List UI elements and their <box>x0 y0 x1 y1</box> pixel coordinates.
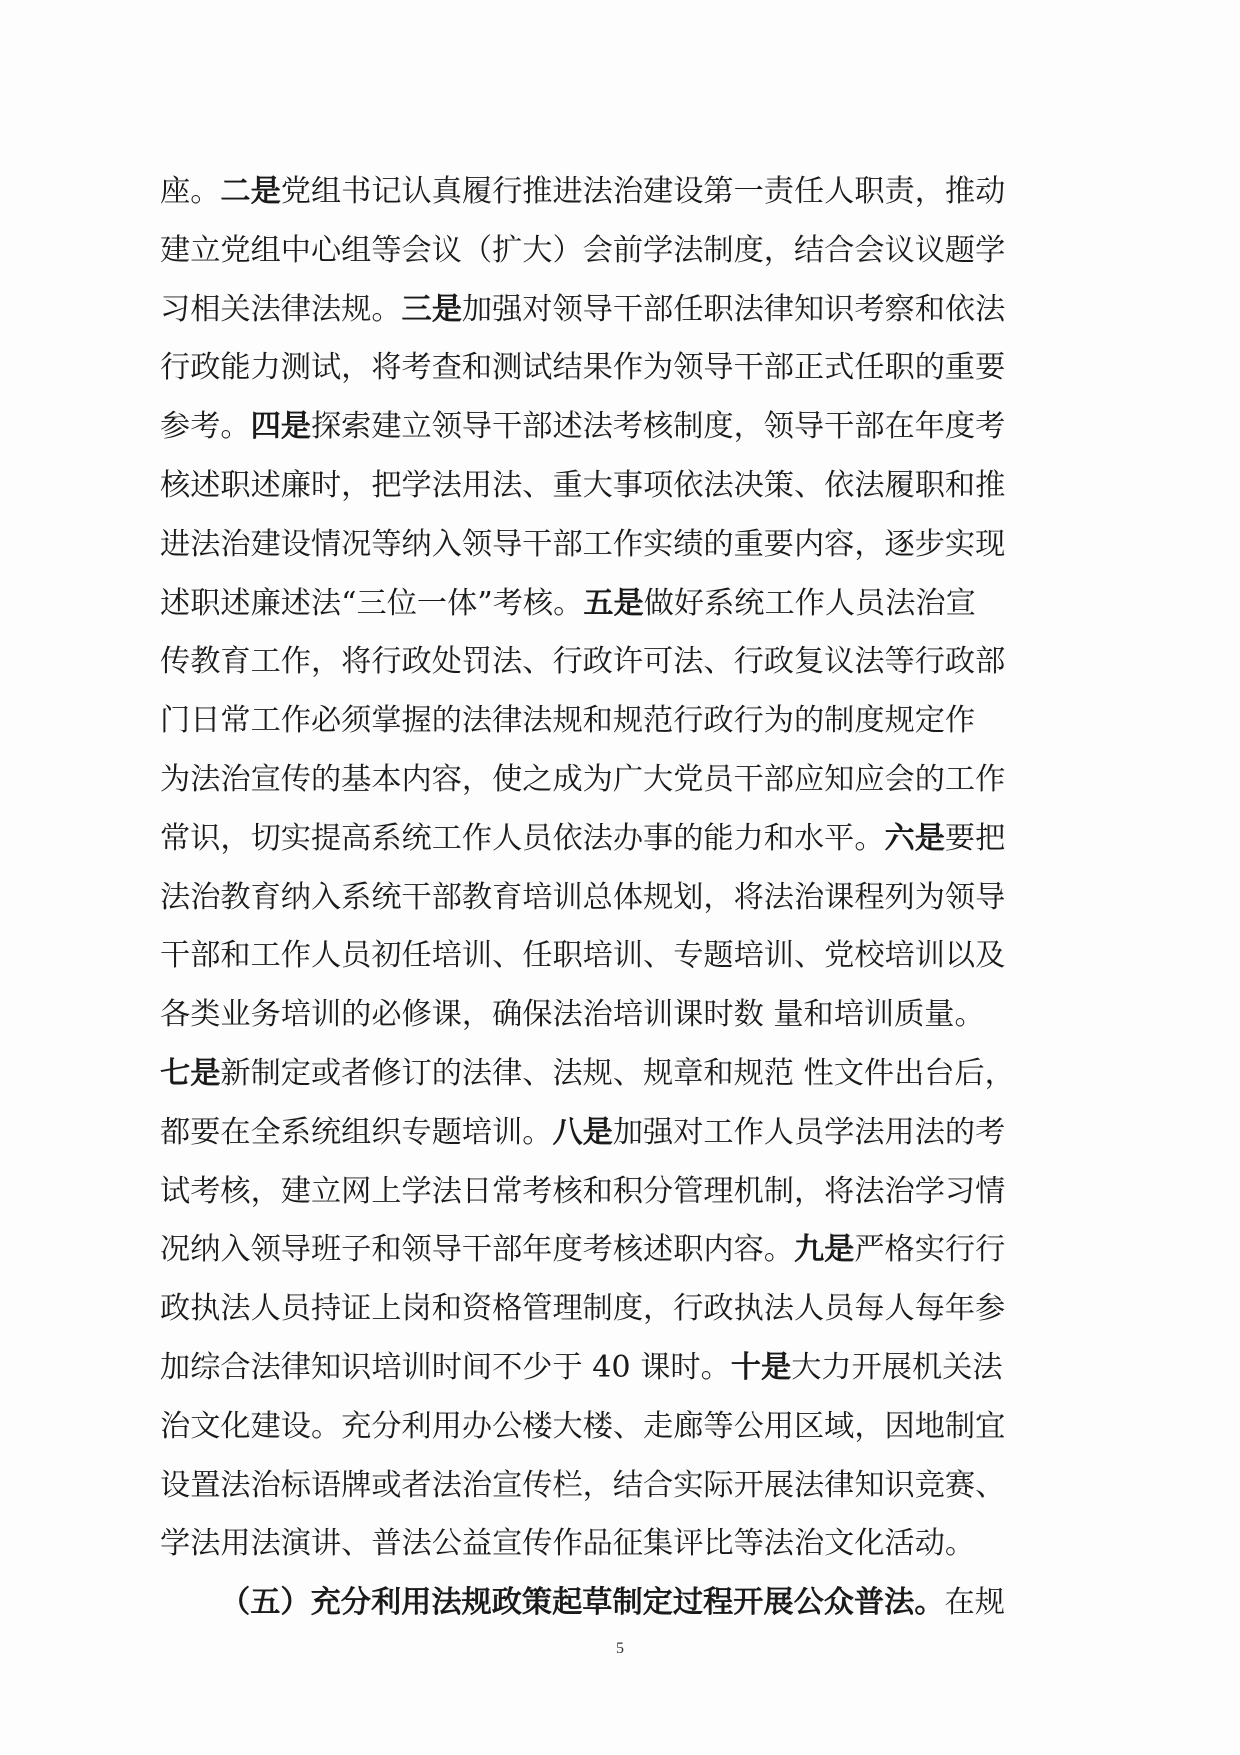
text-segment: 党组书记认真履行推进法治建设第一责任人职责，推动 <box>280 174 1006 209</box>
text-segment: 为法治宣传的基本内容，使之成为广大党员干部应知应会的工作 <box>160 761 1006 797</box>
text-segment: 建立党组中心组等会议（扩大）会前学法制度，结合会议议题学 <box>160 232 1006 268</box>
text-segment: 都要在全系统组织专题培训。 <box>160 1114 553 1150</box>
text-segment: 学法用法演讲、普法公益宣传作品征集评比等法治文化活动。 <box>160 1526 976 1562</box>
text-line <box>160 1457 1080 1516</box>
text-segment: 常识，切实提高系统工作人员依法办事的能力和水平。 <box>160 820 885 856</box>
text-line <box>160 516 1080 575</box>
text-segment: 严格实行行 <box>854 1232 1006 1268</box>
text-segment: 设置法治标语牌或者法治宣传栏，结合实际开展法律知识竞赛、 <box>160 1467 1006 1503</box>
text-segment: 加强对工作人员学法用法的考 <box>612 1114 1006 1150</box>
text-line <box>160 1104 1080 1163</box>
text-segment: 政执法人员持证上岗和资格管理制度，行政执法人员每人每年参 <box>160 1291 1006 1327</box>
text-segment: 加强对领导干部任职法律知识考察和依法 <box>461 291 1006 327</box>
text-segment: 大力开展机关法 <box>791 1349 1003 1385</box>
text-segment: 参考。 <box>160 409 251 445</box>
text-line <box>160 810 1080 869</box>
text-line <box>160 575 1080 634</box>
text-line <box>160 927 1080 986</box>
text-segment: 新制定或者修订的法律、法规、规章和规范 性文件出台后， <box>220 1055 1015 1091</box>
bold-text-segment: 五是 <box>583 585 644 621</box>
text-line <box>160 869 1080 928</box>
text-segment: 做好系统工作人员法治宣 <box>643 585 976 621</box>
text-line <box>160 398 1080 457</box>
text-segment: 述职述廉述法“三位一体”考核。 <box>160 585 584 621</box>
text-line <box>160 633 1080 692</box>
text-segment: 门日常工作必须掌握的法律法规和规范行政行为的制度规定作 <box>160 703 976 739</box>
bold-text-segment: 十是 <box>730 1349 792 1385</box>
text-segment: 习相关法律法规。 <box>160 291 402 327</box>
text-line <box>160 1280 1080 1339</box>
text-line <box>160 1574 1080 1633</box>
text-line <box>160 692 1080 751</box>
text-line <box>160 986 1080 1045</box>
body-text <box>160 163 1080 1633</box>
text-segment: 要把 <box>944 820 1006 856</box>
text-segment: 试考核，建立网上学法日常考核和积分管理机制，将法治学习情 <box>160 1173 1006 1209</box>
text-segment: 探索建立领导干部述法考核制度，领导干部在年度考 <box>310 409 1006 445</box>
bold-text-segment: 六是 <box>884 820 945 856</box>
text-line <box>160 222 1080 281</box>
bold-text-segment: 七是 <box>160 1055 221 1091</box>
text-line <box>160 281 1080 340</box>
text-segment: 在规 <box>944 1585 1005 1621</box>
text-line <box>160 339 1080 398</box>
bold-text-segment: （五）充分利用法规政策起草制定过程开展公众普法。 <box>220 1585 945 1621</box>
bold-text-segment: 九是 <box>793 1232 855 1268</box>
bold-text-segment: 四是 <box>250 409 311 445</box>
text-line <box>160 1515 1080 1574</box>
text-line <box>160 1339 1080 1398</box>
text-segment: 况纳入领导班子和领导干部年度考核述职内容。 <box>160 1232 794 1268</box>
text-segment: 核述职述廉时，把学法用法、重大事项依法决策、依法履职和推 <box>160 467 1006 503</box>
text-segment: 法治教育纳入系统干部教育培训总体规划，将法治课程列为领导 <box>160 879 1006 915</box>
text-segment: 座。 <box>160 174 221 209</box>
text-line <box>160 1045 1080 1104</box>
page-number: 5 <box>616 1640 624 1657</box>
text-line <box>160 1221 1080 1280</box>
text-line <box>160 163 1080 222</box>
text-line <box>160 1163 1080 1222</box>
text-segment: 治文化建设。充分利用办公楼大楼、走廊等公用区域，因地制宜 <box>160 1408 1006 1444</box>
text-segment: 各类业务培训的必修课，确保法治培训课时数 量和培训质量。 <box>160 997 985 1033</box>
text-line <box>160 457 1080 516</box>
bold-text-segment: 三是 <box>401 291 462 327</box>
text-line <box>160 751 1080 810</box>
text-segment: 进法治建设情况等纳入领导干部工作实绩的重要内容，逐步实现 <box>160 526 1006 562</box>
bold-text-segment: 二是 <box>220 174 281 209</box>
text-segment: 加综合法律知识培训时间不少于 40 课时。 <box>160 1349 731 1385</box>
bold-text-segment: 八是 <box>552 1114 613 1150</box>
text-segment: 传教育工作，将行政处罚法、行政许可法、行政复议法等行政部 <box>160 644 1006 680</box>
text-segment: 行政能力测试，将考查和测试结果作为领导干部正式任职的重要 <box>160 350 1006 386</box>
text-line <box>160 1398 1080 1457</box>
text-segment: 干部和工作人员初任培训、任职培训、专题培训、党校培训以及 <box>160 938 1006 974</box>
